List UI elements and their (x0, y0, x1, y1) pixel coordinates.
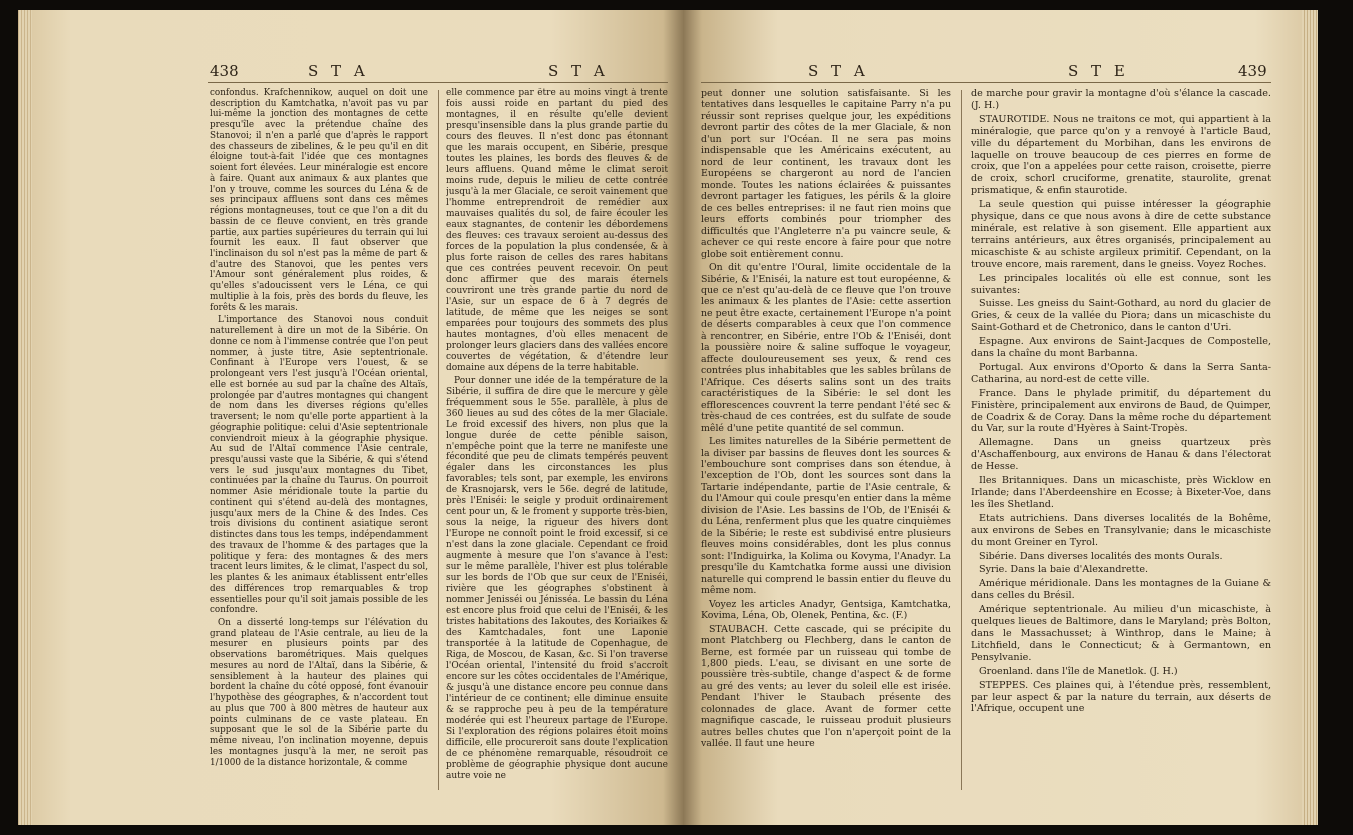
paragraph: Etats autrichiens. Dans diverses localités de la Bohême, aux environs de Sebes en Transylvanie; dans le micaschiste du mont Greiner en Tyrol. (971, 512, 1271, 548)
paragraph: de marche pour gravir la montagne d'où s'élance la cascade. (J. H.) (971, 88, 1271, 111)
paragraph: Amérique septentrionale. Au milieu d'un micaschiste, à quelques lieues de Baltimore, dans le Maryland; près Bolton, dans le Massachusset; à Winthrop, dans le Maine; à Litchfield, dans le Connecticut; & à Germantown, en Pensylvanie. (971, 604, 1271, 663)
paragraph: Portugal. Aux environs d'Oporto & dans la Serra Santa-Catharina, au nord-est de cette ville. (971, 361, 1271, 385)
paragraph: Amérique méridionale. Dans les montagnes de la Guiane & dans celles du Brésil. (971, 578, 1271, 602)
paragraph: confondus. Krafchennikow, auquel on doit une description du Kamtchatka, n'avoit pas vu par lui-même la jonction des montagnes de cette presqu'île avec la prétendue chaîne des Stanovoi; il n'en a parlé que d'après le rapport des chasseurs de zibelines, & le peu qu'il en dit éloigne tout-à-fait l'idée que ces montagnes soient fort élevées. Leur minéralogie est encore à faire. Quant aux animaux & aux plantes que l'on y trouve, comme les sources du Léna & de ses principaux affluens sont dans ces mêmes régions montagneuses, tout ce que l'on a dit du bassin de ce fleuve convient, en très grande partie, aux parties supérieures du terrain qui lui fournit les eaux. Il faut observer que l'inclinaison du sol n'est pas la même de part & d'autre des Stanovoi, que les pentes vers l'Amour sont généralement plus roides, & qu'elles s'adoucissent vers le Léna, ce qui multiplie à la fois, près des bords du fleuve, les forêts & les marais. (210, 88, 428, 313)
paragraph: Syrie. Dans la baie d'Alexandrette. (979, 564, 1149, 576)
left-page (18, 10, 683, 825)
page-number-right: 439 (1238, 62, 1267, 80)
running-header-left-2: S T A (548, 62, 609, 80)
page-edges-right (1302, 10, 1318, 825)
paragraph: STAUROTIDE. Nous ne traitons ce mot, qui appartient à la minéralogie, que parce qu'on y a renvoyé à l'article Baud, ville du département du Morbihan, dans les environs de laquelle on trouve beaucoup de ces pierres en forme de croix, que l'on a appelées pour cette raison, croisette, pierre de croix, schorl cruciforme, grenatite, staurolite, grenat prismatique, & enfin staurotide. (971, 113, 1271, 197)
paragraph: Allemagne. Dans un gneiss quartzeux près d'Aschaffenbourg, aux environs de Hanau & dans l'électorat de Hesse. (971, 437, 1271, 473)
paragraph: Voyez les articles Anadyr, Gentsiga, Kamtchatka, Kovima, Léna, Ob, Olenek, Pentina, &c. (F.) (701, 598, 951, 622)
paragraph: peut donner une solution satisfaisante. Si les tentatives dans lesquelles le capitaine Parry n'a pu réussir sont reprises quelque jour, les expéditions devront partir des côtes de la mer Glaciale, & non d'un port sur l'Océan. Il ne sera pas moins indispensable que les Américains exécutent, au nord de leur continent, les travaux dont les Européens se chargeront au nord de l'ancien monde. Toutes les nations éclairées & puissantes devront partager les fatigues, les périls & la gloire de ces belles entreprises: il ne faut rien moins que leurs efforts combinés pour triompher des difficultés que l'Angleterre n'a pu vaincre seule, & achever ce qui reste encore à faire pour que notre globe soit entièrement connu. (701, 88, 951, 260)
paragraph: Les principales localités où elle est connue, sont les suivantes: (971, 272, 1271, 296)
paragraph: Espagne. Aux environs de Saint-Jacques de Compostelle, dans la chaîne du mont Barbanna. (971, 336, 1271, 360)
header-rule-left (208, 82, 668, 83)
open-book (18, 10, 1318, 825)
column-left-1 (210, 88, 428, 770)
page-edges-left (18, 10, 32, 825)
paragraph: Sibérie. Dans diverses localités des monts Ourals. (979, 550, 1223, 562)
paragraph: On dit qu'entre l'Oural, limite occidentale de la Sibérie, & l'Eniséi, la nature est tout européenne, & que ce n'est qu'au-delà de ce fleuve que l'on trouve les animaux & les plantes de l'Asie: cette assertion ne peut être exacte, certainement l'Europe n'a point de déserts comparables à ceux que l'on commence à rencontrer, en Sibérie, entre l'Ob & l'Eniséi, dont la poussière noire & saline suffoque le voyageur, affecte douloureusement ses yeux, & rend ces contrées plus inhabitables que les sables brûlans de l'Afrique. Ces déserts salins sont un des traits caractéristiques de la Sibérie: le sel dont les efflorescences couvrent la terre pendant l'été sec & très-chaud de ces contrées, est du sulfate de soude mêlé d'une petite quantité de sel commun. (701, 262, 951, 434)
paragraph: On a disserté long-temps sur l'élévation du grand plateau de l'Asie centrale, au lieu de la mesurer en plusieurs points par des observations barométriques. Mais quelques mesures au nord de l'Altaï, dans la Sibérie, & sensiblement à la hauteur des plaines qui bordent la chaîne du côté opposé, font évanouir l'hypothèse des géographes, & n'accordent tout au plus que 700 à 800 mètres de hauteur aux points culminans de ce vaste plateau. En supposant que le sol de la Sibérie parte du même niveau, l'on inclination moyenne, depuis les montagnes jusqu'à la mer, ne seroit pas 1/1000 de la distance horizontale, & comme (210, 617, 428, 768)
paragraph: Suisse. Les gneiss du Saint-Gothard, au nord du glacier de Gries, & ceux de la vallée du Piora; dans un micaschiste du Saint-Gothard et de Chetronico, dans le canton d'Uri. (971, 298, 1271, 334)
column-divider-left (438, 90, 439, 790)
paragraph: Pour donner une idée de la température de la Sibérie, il suffira de dire que le mercure y gèle fréquemment sous le 55e. parallèle, à plus de 360 lieues au sud des côtes de la mer Glaciale. Le froid excessif des hivers, non plus que la longue durée de cette pénible saison, n'empêche point que la terre ne manifeste une fécondité que peu de climats tempérés peuvent égaler dans les circonstances les plus favorables; tels sont, par exemple, les environs de Krasnojarsk, vers le 56e. degré de latitude, près l'Eniséi: le seigle y produit ordinairement cent pour un, & le froment y supporte très-bien, sous la neige, la rigueur des hivers dont l'Europe ne connoît point le froid excessif, si ce n'est dans la zone glaciale. Cependant ce froid augmente à mesure que l'on s'avance à l'est: sur le même parallèle, l'hiver est plus tolérable sur les bords de l'Ob que sur ceux de l'Eniséi, rivière que les géographes s'obstinent à nommer Jenisséi ou Jénisséa. Le bassin du Léna est encore plus froid que celui de l'Eniséi, & les tristes habitations des Iakoutes, des Koriaikes & des Kamtchadales, font une Laponie transportée à la latitude de Copenhague, de Riga, de Moscou, de Kasan, &c. Si l'on traverse l'Océan oriental, l'intensité du froid s'accroît encore sur les côtes occidentales de l'Amérique, & jusqu'à une distance encore peu connue dans l'intérieur de ce continent; elle diminue ensuite & se rapproche peu à peu de la température modérée qui est l'heureux partage de l'Europe. Si l'exploration des régions polaires étoit moins difficile, elle procureroit sans doute l'explication de ce phénomène remarquable, résoudroit ce problème de géographie physique dont aucune autre voie ne (446, 375, 668, 782)
paragraph: L'importance des Stanovoi nous conduit naturellement à dire un mot de la Sibérie. On donne ce nom à l'immense contrée que l'on peut nommer, à juste titre, Asie septentrionale. Confinant à l'Europe vers l'ouest, & se prolongeant vers l'est jusqu'à l'Océan oriental, elle est bornée au sud par la chaîne des Altaïs, prolongée par d'autres montagnes qui changent de nom dans les diverses régions qu'elles traversent; le nom qu'elle porte appartient à la géographie politique: celui d'Asie septentrionale conviendroit mieux à la géographie physique. Au sud de l'Altaï commence l'Asie centrale, presqu'aussi vaste que la Sibérie, & qui s'étend vers le sud jusqu'aux montagnes du Tibet, continuées par la chaîne du Taurus. On pourroit nommer Asie méridionale toute la partie du continent qui s'étend au-delà des montagnes, jusqu'aux mers de la Chine & des Indes. Ces trois divisions du continent asiatique seront distinctes dans tous les temps, indépendamment des travaux de l'homme & des partages que la politique y fera: des montagnes & des mers tracent leurs limites, & le climat, l'aspect du sol, les plantes & les animaux établissent entr'elles des différences trop remarquables & trop essentielles pour qu'il soit jamais possible de les confondre. (210, 315, 428, 616)
header-rule-right (701, 82, 1271, 83)
paragraph: Les limites naturelles de la Sibérie permettent de la diviser par bassins de fleuves dont les sources & l'embouchure sont comprises dans son étendue, à l'exception de l'Ob, dont les sources sont dans la Tartarie indépendante, partie de l'Asie centrale, & du l'Amour qui coule presqu'en entier dans la même division de l'Asie. Les bassins de l'Ob, de l'Eniséi & du Léna, renferment plus que les quatre cinquièmes de la Sibérie; le reste est subdivisé entre plusieurs fleuves moins considérables, dont les plus connus sont: l'Indiguirka, la Kolima ou Kovyma, l'Anadyr. La presqu'île du Kamtchatka forme aussi une division naturelle qui comprend le bassin entier du fleuve du même nom. (701, 436, 951, 597)
running-header-right-2: S T E (1068, 62, 1129, 80)
paragraph: elle commence par être au moins vingt à trente fois aussi roide en partant du pied des montagnes, il en résulte qu'elle devient presqu'insensible dans la plus grande partie du cours des fleuves. Il n'est donc pas étonnant que les marais occupent, en Sibérie, presque toutes les plaines, les bords des fleuves & de leurs affluens. Quand même le climat seroit moins rude, depuis le milieu de cette contrée jusqu'à la mer Glaciale, ce seroit vainement que l'homme entreprendroit de remédier aux mauvaises qualités du sol, de faire écouler les eaux stagnantes, de contenir les débordemens des fleuves: ces travaux seroient au-dessus des forces de la population la plus condensée, & à plus forte raison de celles des rares habitans que ces contrées peuvent recevoir. On peut donc affirmer que des marais éternels couvriront une très grande partie du nord de l'Asie, sur un espace de 6 à 7 degrés de latitude, de même que les neiges se sont emparées pour toujours des sommets des plus hautes montagnes, d'où elles menacent de prolonger leurs glaciers dans des vallées encore couvertes de végétation, & d'étendre leur domaine aux dépens de la terre habitable. (446, 88, 668, 373)
paragraph: STAUBACH. Cette cascade, qui se précipite du mont Platchberg ou Flechberg, dans le canton de Berne, est formée par un ruisseau qui tombe de 1,800 pieds. L'eau, se divisant en une sorte de poussière très-subtile, change d'aspect & de forme au gré des vents; au lever du soleil elle est irisée. Pendant l'hiver le Staubach présente des colonnades de glace. Avant de former cette magnifique cascade, le ruisseau produit plusieurs autres belles chutes que l'on n'aperçoit point de la vallée. Il faut une heure (701, 623, 951, 750)
page-number-left: 438 (210, 62, 239, 80)
column-right-2 (971, 88, 1271, 717)
column-left-2 (446, 88, 668, 784)
running-header-left-1: S T A (308, 62, 369, 80)
running-header-right-1: S T A (808, 62, 869, 80)
paragraph: La seule question qui puisse intéresser la géographie physique, dans ce que nous avons à dire de cette substance minérale, est relative à son gisement. Elle appartient aux terrains antérieurs, aux êtres organisés, principalement au micaschiste & au schiste argileux primitif. Cependant, on la trouve encore, mais rarement, dans le gneiss. Voyez Roches. (971, 199, 1271, 270)
paragraph: Iles Britanniques. Dans un micaschiste, près Wicklow en Irlande; dans l'Aberdeenshire en Ecosse; à Bixeter-Voe, dans les îles Shetland. (971, 475, 1271, 510)
column-divider-right (961, 90, 962, 790)
column-right-1 (701, 88, 951, 752)
paragraph: STEPPES. Ces plaines qui, à l'étendue près, ressemblent, par leur aspect & par la nature du terrain, aux déserts de l'Afrique, occupent une (971, 679, 1271, 715)
paragraph: France. Dans le phylade primitif, du département du Finistère, principalement aux environs de Baud, de Quimper, de Coadrix & de Coray. Dans la même roche du département du Var, sur la route d'Hyères à Saint-Tropès. (971, 387, 1271, 435)
paragraph: Groenland. dans l'île de Manetlok. (J. H.) (979, 665, 1178, 677)
right-page (683, 10, 1318, 825)
